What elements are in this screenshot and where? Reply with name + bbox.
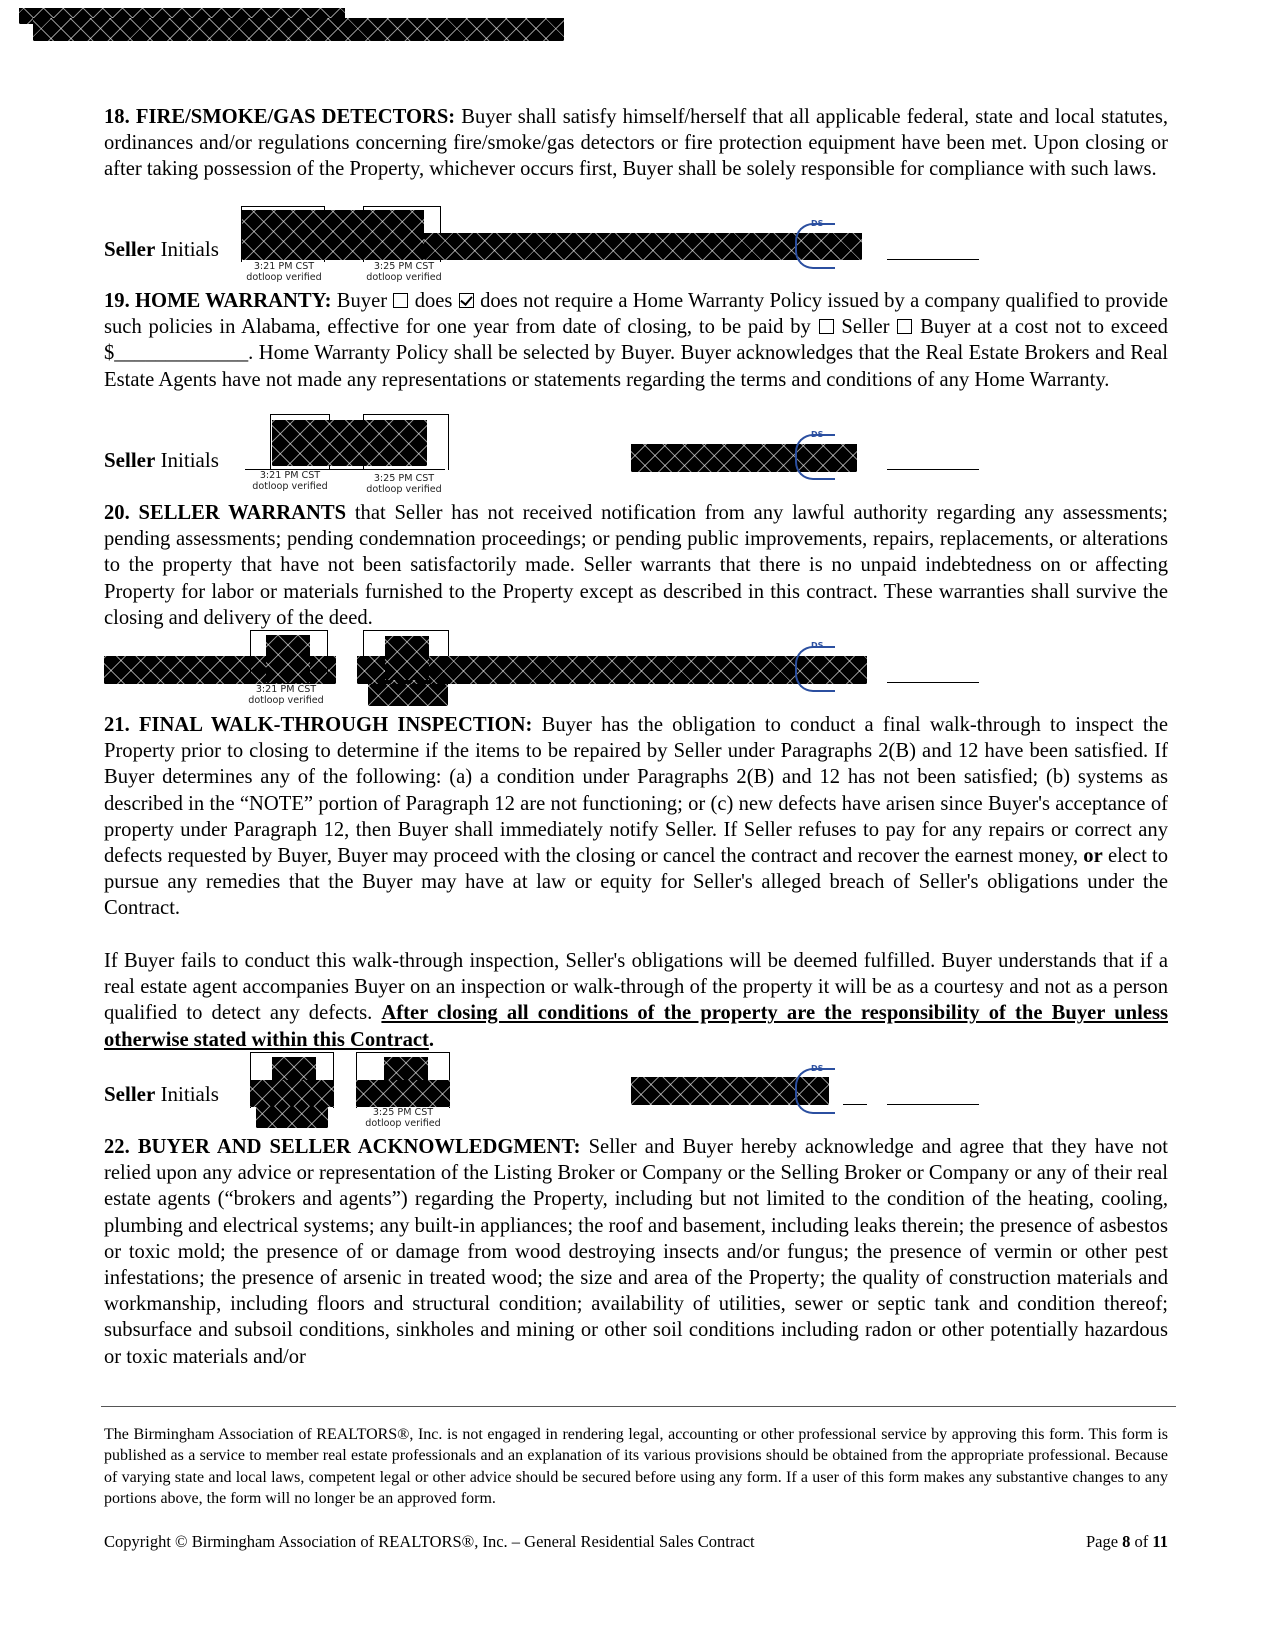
initials-redaction [357,656,867,684]
initials-redaction [242,210,424,260]
dotloop-stamp: 3:25 PM CST dotloop verified [366,473,442,495]
initials-blank [887,682,979,683]
initials-redaction [256,1106,328,1128]
section-20-body: that Seller has not received notification from any lawful authority regarding any assessments; pending assessments; pending condemnation proceedings; or pending public improvements, repairs, replacements, or alterations to the property that have not been satisfactorily made. Seller warrants that there is no unpaid indebtedness on or affecting Property for labor or materials furnished to the Property except as described in this contract. These warranties shall survive the closing and delivery of the deed. [104,502,1169,629]
docusign-mark [795,646,835,692]
dotloop-stamp: 3:25 PM CST dotloop verified [366,261,442,283]
checkbox-buyer-does-not[interactable] [459,293,474,308]
section-20-heading: 20. SELLER WARRANTS [104,502,347,524]
initials-blank [843,1104,867,1105]
checkbox-paid-by-seller[interactable] [819,319,834,334]
dotloop-stamp: 3:21 PM CST dotloop verified [252,470,328,492]
footer-copyright: Copyright © Birmingham Association of REALTORS®, Inc. – General Residential Sales Contract [104,1532,755,1551]
footer-disclaimer: The Birmingham Association of REALTORS®, Inc. is not engaged in rendering legal, accounting or other professional service by approving this form. This form is published as a service to member real estate professionals and an explanation of its various provisions should be obtained from the appropriate professional. Because of varying state and local laws, competent legal or other advice should be secured before using any form. If a user of this form makes any substantive changes to any portions above, the form will no longer be an approved form. [104,1426,1168,1507]
section-18-body: Buyer shall satisfy himself/herself that all applicable federal, state and local statutes, ordinances and/or regulations concerning fire/smoke/gas detectors or fire protection equipment have been met. Upon closing or after taking possession of the Property, whichever occurs first, Buyer shall be solely responsible for compliance with such laws. [104,106,1168,181]
section-22-heading: 22. BUYER AND SELLER ACKNOWLEDGMENT: [104,1136,581,1158]
footer-divider [101,1406,1176,1407]
docusign-label: DS [811,641,824,650]
initials-blank [887,1104,979,1105]
initials-redaction [266,635,310,683]
docusign-label: DS [811,430,824,439]
section-19-heading: 19. HOME WARRANTY: [104,290,332,312]
initials-redaction [385,636,429,680]
seller-initials-label: Seller Initials [104,448,219,472]
dotloop-stamp: 3:21 PM CST dotloop verified [246,261,322,283]
buyer-responsibility-clause: After closing all conditions of the property are the responsibility of the Buyer unless otherwise stated within this Contract [104,1002,1168,1051]
initials-redaction [272,420,427,466]
docusign-mark [795,434,835,480]
dotloop-stamp: 3:25 PM CST dotloop verified [365,1107,441,1129]
docusign-mark [795,1068,835,1114]
initials-blank [887,259,979,260]
dotloop-stamp: 3:21 PM CST dotloop verified [248,684,324,706]
checkbox-paid-by-buyer[interactable] [897,319,912,334]
seller-initials-label: Seller Initials [104,237,219,261]
checkbox-buyer-does[interactable] [393,293,408,308]
initials-redaction [356,1080,450,1107]
header-redaction-2 [33,18,564,41]
section-21-paragraph-2: If Buyer fails to conduct this walk-through inspection, Seller's obligations will be deemed fulfilled. Buyer understands that if a real estate agent accompanies Buyer on an inspection or walk-through of the property it will be as a courtesy and not as a person qualified to detect any defects. After closing all conditions of the property are the responsibility of the Buyer unless otherwise stated within this Contract. [104,950,1168,1051]
section-18-heading: 18. FIRE/SMOKE/GAS DETECTORS: [104,106,456,128]
section-21-heading: 21. FINAL WALK-THROUGH INSPECTION: [104,714,533,736]
seller-initials-label: Seller Initials [104,1082,219,1106]
section-22 [104,1134,1168,1370]
docusign-label: DS [811,219,824,228]
initials-redaction [368,684,448,706]
docusign-mark [795,223,835,269]
docusign-label: DS [811,1064,824,1073]
section-21: 21. FINAL WALK-THROUGH INSPECTION: Buyer has the obligation to conduct a final walk-through to inspect the Property prior to closing to determine if the items to be repaired by Seller under Paragraphs 2(B) and 12 have been satisfied. If Buyer determines any of the following: (a) a condition under Paragraphs 2(B) and 12 has not been satisfied; (b) systems as described in the “NOTE” portion of Paragraph 12 are not functioning; or (c) new defects have arisen since Buyer's acceptance of property under Paragraph 12, then Buyer shall immediately notify Seller. If Seller refuses to pay for any repairs or correct any defects requested by Buyer, Buyer may proceed with the closing or cancel the contract and recover the earnest money, or elect to pursue any remedies that the Buyer may have at law or equity for Seller's alleged breach of Seller's obligations under the Contract. [104,714,1169,920]
section-22-body: Seller and Buyer hereby acknowledge and agree that they have not relied upon any advice or representation of the Listing Broker or Company or the Selling Broker or Company or any of their real estate agents (“brokers and agents”) regarding the Property, including but not limited to the condition of the heating, cooling, plumbing and electrical systems; any built-in appliances; the roof and basement, including leaks therein; the presence of asbestos or toxic mold; the presence of or damage from wood destroying insects and/or fungus; the presence of vermin or other pest infestations; the presence of arsenic in treated wood; the size and area of the Property; the quality of construction materials and workmanship, including floors and structural condition; availability of utilities, sewer or septic tank and condition thereof; subsurface and subsoil conditions, sinkholes and mining or other soil conditions including radon or other potentially hazardous or toxic materials and/or [104,1136,1169,1368]
initials-redaction [250,1080,334,1107]
section-18 [104,104,1168,183]
page-number: Page 8 of 11 [1085,1532,1168,1551]
section-19: 19. HOME WARRANTY: Buyer does does not require a Home Warranty Policy issued by a company qualified to provide such policies in Alabama, effective for one year from date of closing, to be paid by Seller Buyer at a cost not to exceed $_____________. Home Warranty Policy shall be selected by Buyer. Buyer acknowledges that the Real Estate Brokers and Real Estate Agents have not made any representations or statements regarding the terms and conditions of any Home Warranty. [104,290,1169,391]
initials-blank [887,469,979,470]
section-20 [104,500,1168,631]
